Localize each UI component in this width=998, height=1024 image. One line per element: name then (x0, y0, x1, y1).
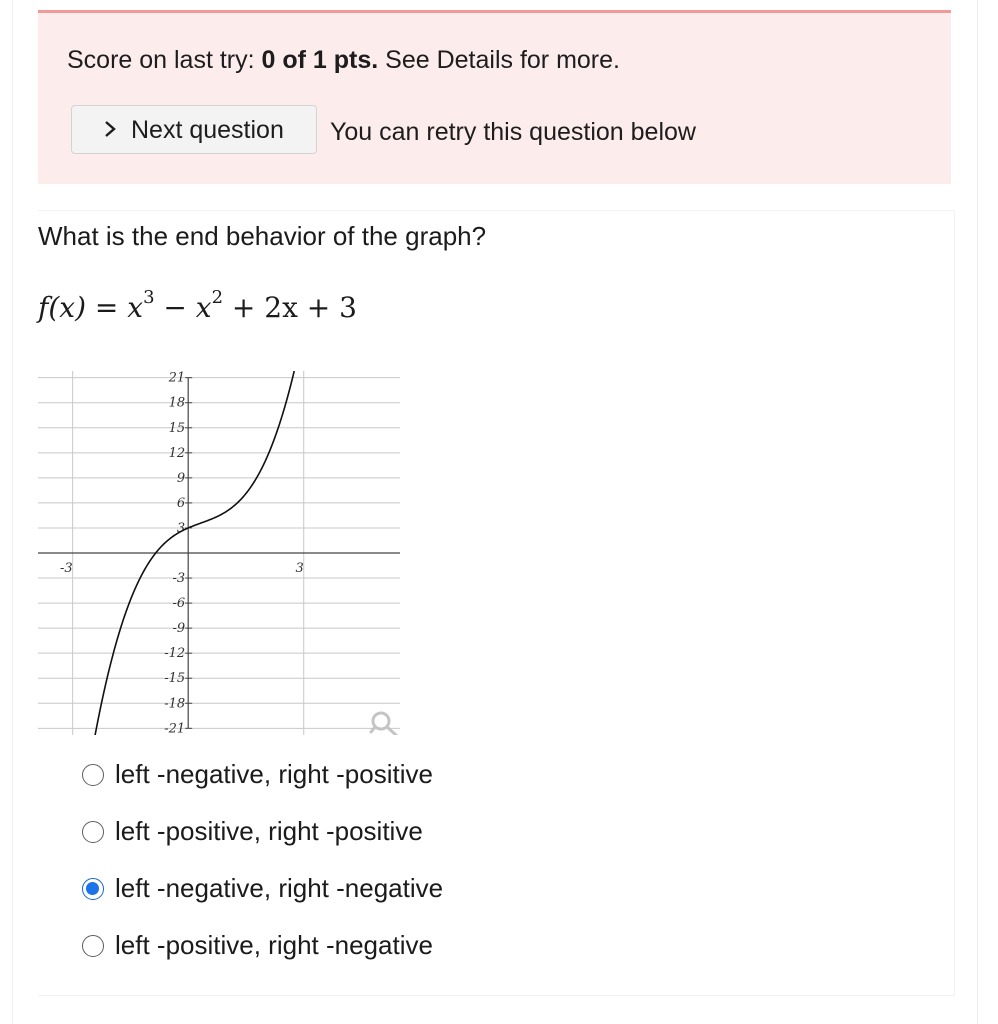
question-card (38, 210, 955, 996)
x-tick-label: 3 (295, 561, 304, 576)
next-question-button[interactable] (71, 105, 317, 154)
magnifier-icon[interactable] (371, 713, 396, 735)
y-tick-label: -21 (164, 721, 186, 735)
chevron-right-icon (103, 119, 117, 139)
grid-lines (38, 371, 400, 735)
y-tick-label: -6 (172, 596, 186, 612)
y-tick-label: 9 (176, 470, 186, 486)
radio-button[interactable] (82, 821, 104, 843)
y-tick-label: 18 (168, 395, 186, 411)
y-tick-label: -18 (164, 696, 186, 712)
radio-button[interactable] (82, 935, 104, 957)
choice-label: left -positive, right -positive (115, 816, 423, 846)
score-value: 0 of 1 pts. (261, 46, 379, 74)
choice-label: left -negative, right -positive (115, 759, 433, 789)
y-tick-label: 21 (168, 371, 186, 386)
y-tick-label: -15 (164, 671, 186, 687)
y-tick-label: 12 (168, 445, 186, 461)
score-banner (38, 10, 951, 184)
choice-label: left -positive, right -negative (115, 930, 433, 960)
y-tick-label: -12 (164, 646, 186, 662)
y-tick-label: 15 (168, 420, 186, 436)
y-tick-label: 6 (176, 495, 186, 511)
score-text: Score on last try: 0 of 1 pts. See Details for more. (67, 46, 620, 74)
x-tick-label: -3 (59, 561, 73, 576)
next-question-label: Next question (131, 116, 284, 144)
radio-button[interactable] (82, 764, 104, 786)
function-formula: $f(x) = x^3 - x^2 + 2x + 3$ (38, 287, 357, 324)
retry-text: You can retry this question below (330, 118, 696, 146)
function-graph[interactable] (38, 371, 400, 735)
choice-label: left -negative, right -negative (115, 873, 444, 903)
y-tick-label: -3 (172, 571, 186, 587)
y-tick-label: 3 (176, 520, 186, 536)
question-prompt: What is the end behavior of the graph? (38, 221, 487, 251)
y-tick-label: -9 (172, 621, 186, 637)
radio-button[interactable] (82, 878, 104, 900)
